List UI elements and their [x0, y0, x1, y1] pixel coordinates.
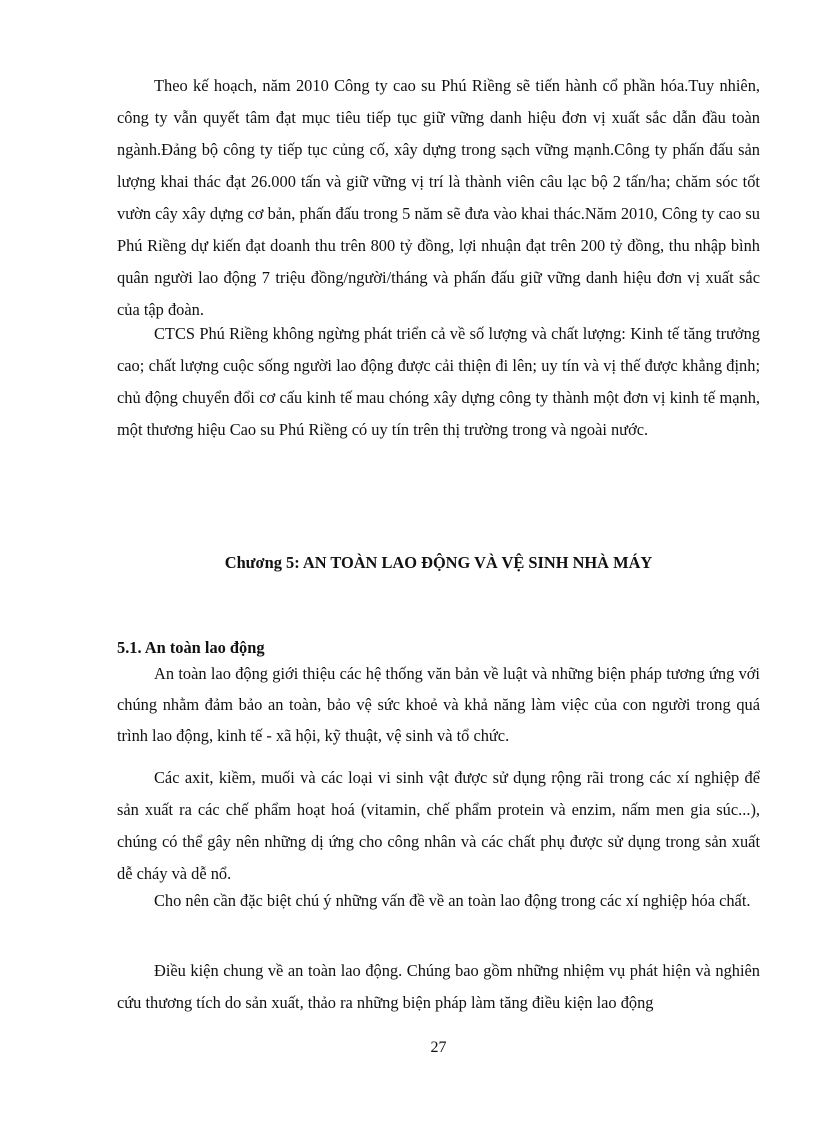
body-paragraph: CTCS Phú Riềng không ngừng phát triển cả về số lượng và chất lượng: Kinh tế tăng trưởng cao; chất lượng cuộc sống người lao động được cải thiện đi lên; uy tín và vị thế được khẳng định; chủ động chuyển đổi cơ cấu kinh tế mau chóng xây dựng công ty thành một đơn vị kinh tế mạnh, một thương hiệu Cao su Phú Riềng có uy tín trên thị trường trong và ngoài nước.: [117, 324, 760, 439]
body-paragraph: Theo kế hoạch, năm 2010 Công ty cao su Phú Riềng sẽ tiến hành cổ phần hóa.Tuy nhiên, công ty vẫn quyết tâm đạt mục tiêu tiếp tục giữ vững danh hiệu đơn vị xuất sắc dẫn đầu toàn ngành.Đảng bộ công ty tiếp tục củng cố, xây dựng trong sạch vững mạnh.Công ty phấn đấu sản lượng khai thác đạt 26.000 tấn và giữ vững vị trí là thành viên câu lạc bộ 2 tấn/ha; chăm sóc tốt vườn cây xây dựng cơ bản, phấn đấu trong 5 năm sẽ đưa vào khai thác.Năm 2010, Công ty cao su Phú Riềng dự kiến đạt doanh thu trên 800 tỷ đồng, lợi nhuận đạt trên 200 tỷ đồng, thu nhập bình quân người lao động 7 triệu đồng/người/tháng và phấn đấu giữ vững danh hiệu đơn vị xuất sắc của tập đoàn.: [117, 76, 760, 319]
page-number: 27: [430, 1039, 447, 1056]
body-paragraph: Các axit, kiềm, muối và các loại vi sinh vật được sử dụng rộng rãi trong các xí nghiệp để sản xuất ra các chế phẩm hoạt hoá (vitamin, chế phẩm protein và enzim, nấm men gia súc...), chúng có thể gây nên những dị ứng cho công nhân và các chất phụ được sử dụng trong sản xuất dễ cháy và dễ nổ.: [117, 768, 760, 883]
body-paragraph: Cho nên cần đặc biệt chú ý những vấn đề về an toàn lao động trong các xí nghiệp hóa chất.: [154, 891, 751, 910]
body-paragraph: Điều kiện chung về an toàn lao động. Chúng bao gồm những nhiệm vụ phát hiện và nghiên cứu thương tích do sản xuất, thảo ra những biện pháp làm tăng điều kiện lao động: [117, 961, 760, 1012]
section-heading: 5.1. An toàn lao động: [117, 638, 265, 657]
body-paragraph: An toàn lao động giới thiệu các hệ thống văn bản về luật và những biện pháp tương ứng với chúng nhằm đảm bảo an toàn, bảo vệ sức khoẻ và khả năng làm việc của con người trong quá trình lao động, kinh tế - xã hội, kỹ thuật, vệ sinh và tổ chức.: [117, 664, 760, 745]
chapter-heading: Chương 5: AN TOÀN LAO ĐỘNG VÀ VỆ SINH NHÀ MÁY: [224, 553, 653, 572]
